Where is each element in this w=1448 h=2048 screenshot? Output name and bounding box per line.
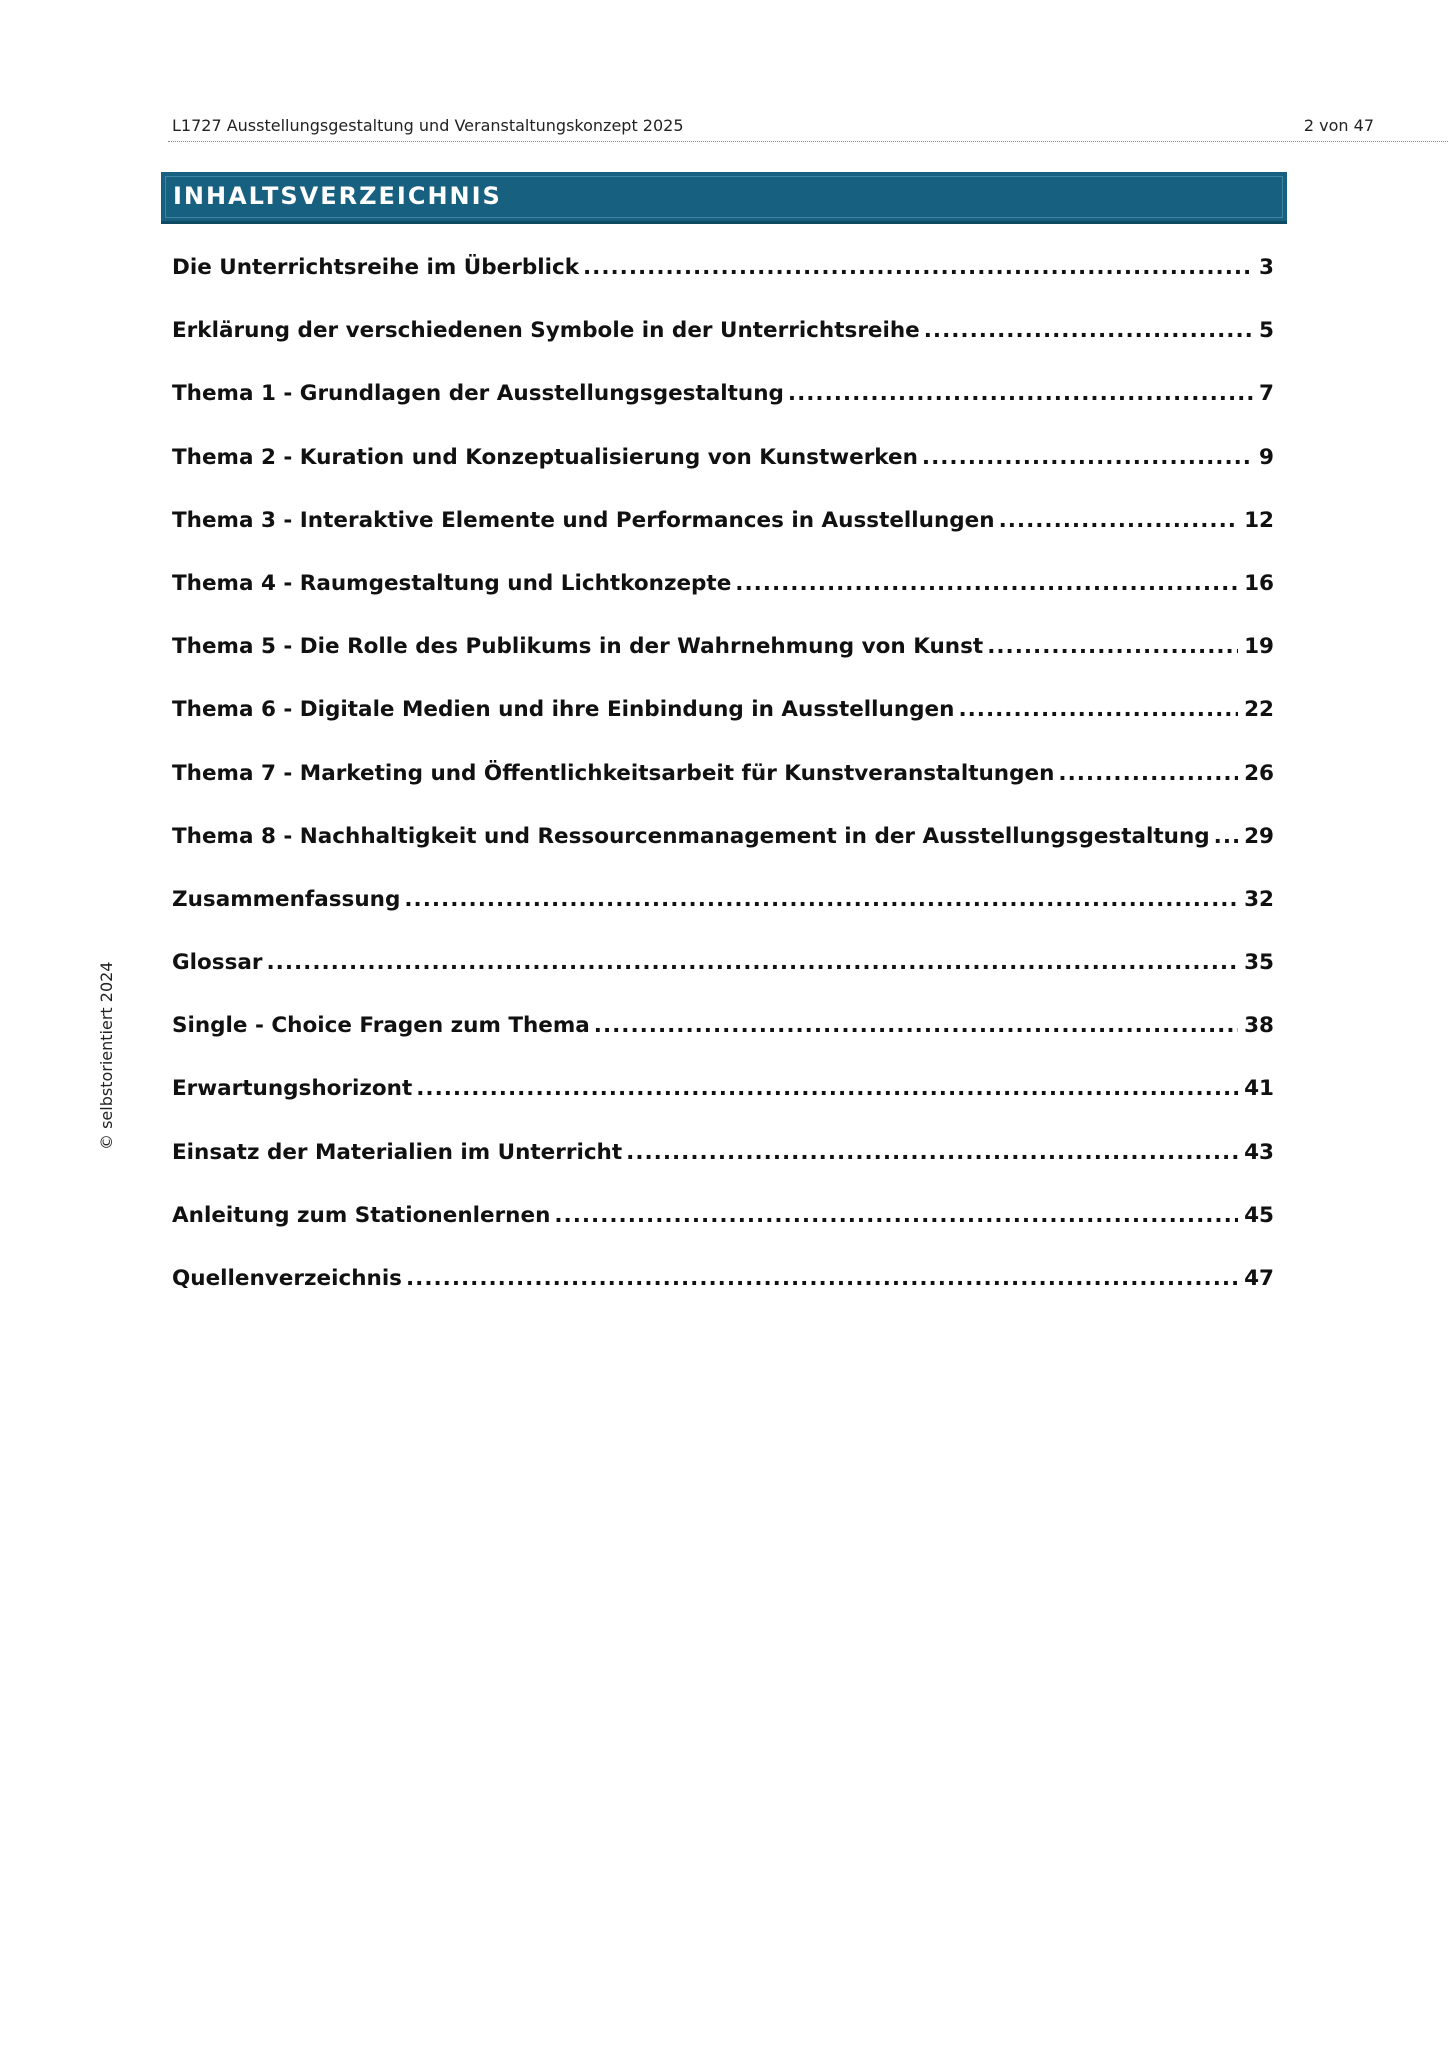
toc-entry-page: 38 xyxy=(1244,1013,1274,1039)
toc-entry-title: Erklärung der verschiedenen Symbole in der Unterrichtsreihe xyxy=(172,318,920,344)
toc-entry-title: Thema 8 - Nachhaltigkeit und Ressourcenmanagement in der Ausstellungsgestaltung xyxy=(172,823,1210,849)
toc-entry[interactable] xyxy=(172,694,1274,757)
dot-leader xyxy=(1058,758,1238,790)
dot-leader xyxy=(554,1200,1238,1232)
toc-entry[interactable] xyxy=(172,821,1274,884)
toc-entry-title: Thema 6 - Digitale Medien und ihre Einbindung in Ausstellungen xyxy=(172,697,955,723)
dot-leader xyxy=(406,1263,1238,1295)
toc-entry[interactable] xyxy=(172,568,1274,631)
toc-entry-title: Zusammenfassung xyxy=(172,886,401,912)
toc-entry-page: 41 xyxy=(1244,1076,1274,1102)
dot-leader xyxy=(404,884,1238,916)
toc-entry-page: 26 xyxy=(1244,760,1274,786)
toc-entry-page: 43 xyxy=(1244,1139,1274,1165)
toc-entry-title: Glossar xyxy=(172,950,263,976)
toc-entry-title: Die Unterrichtsreihe im Überblick xyxy=(172,255,579,280)
toc-entry-title: Thema 2 - Kuration und Konzeptualisierung von Kunstwerken xyxy=(172,444,918,470)
dot-leader xyxy=(987,631,1238,663)
toc-entry-title: Thema 4 - Raumgestaltung und Lichtkonzepte xyxy=(172,570,732,596)
toc-entry-page: 3 xyxy=(1259,255,1274,280)
toc-entry-page: 9 xyxy=(1259,444,1274,470)
dot-leader xyxy=(416,1073,1238,1105)
dot-leader xyxy=(583,252,1253,284)
toc-entry[interactable] xyxy=(172,1073,1274,1136)
toc-entry-page: 7 xyxy=(1259,381,1274,407)
toc-entry-page: 5 xyxy=(1259,318,1274,344)
toc-entry-page: 35 xyxy=(1244,950,1274,976)
toc-entry-page: 29 xyxy=(1244,823,1274,849)
toc-entry[interactable] xyxy=(172,1200,1274,1263)
toc-entry-title: Thema 1 - Grundlagen der Ausstellungsgestaltung xyxy=(172,381,784,407)
toc-entry-title: Thema 7 - Marketing und Öffentlichkeitsarbeit für Kunstveranstaltungen xyxy=(172,760,1055,786)
toc-entry[interactable] xyxy=(172,1263,1274,1326)
dot-leader xyxy=(999,505,1239,537)
toc-entry-title: Erwartungshorizont xyxy=(172,1076,413,1102)
document-title: L1727 Ausstellungsgestaltung und Veranstaltungskonzept 2025 xyxy=(172,116,684,135)
toc-entry[interactable] xyxy=(172,442,1274,505)
toc-entry-page: 22 xyxy=(1244,697,1274,723)
toc-entry[interactable] xyxy=(172,947,1274,1010)
toc-heading-banner xyxy=(161,172,1287,224)
toc-entry[interactable] xyxy=(172,884,1274,947)
dot-leader xyxy=(626,1137,1238,1169)
toc-entry[interactable] xyxy=(172,1137,1274,1200)
toc-entry-title: Thema 5 - Die Rolle des Publikums in der Wahrnehmung von Kunst xyxy=(172,634,984,660)
toc-entry[interactable] xyxy=(172,758,1274,821)
toc-entry-title: Anleitung zum Stationenlernen xyxy=(172,1202,551,1228)
toc-entry-title: Einsatz der Materialien im Unterricht xyxy=(172,1139,623,1165)
toc-entry[interactable] xyxy=(172,1010,1274,1073)
toc-entry-page: 47 xyxy=(1244,1266,1274,1291)
dot-leader xyxy=(735,568,1238,600)
dot-leader xyxy=(924,315,1253,347)
dot-leader xyxy=(788,378,1253,410)
toc-entry[interactable] xyxy=(172,252,1274,315)
toc-entry[interactable] xyxy=(172,505,1274,568)
toc-entry[interactable] xyxy=(172,631,1274,694)
dot-leader xyxy=(958,694,1238,726)
copyright-notice: © selbstorientiert 2024 xyxy=(97,961,116,1150)
dot-leader xyxy=(1214,821,1238,853)
toc-entry-page: 12 xyxy=(1244,507,1274,533)
toc-entry[interactable] xyxy=(172,378,1274,441)
toc-entry[interactable] xyxy=(172,315,1274,378)
page-number: 2 von 47 xyxy=(1303,116,1374,135)
toc-heading: INHALTSVERZEICHNIS xyxy=(173,182,502,210)
table-of-contents xyxy=(172,252,1274,1326)
toc-entry-page: 32 xyxy=(1244,886,1274,912)
toc-entry-page: 19 xyxy=(1244,634,1274,660)
toc-entry-page: 45 xyxy=(1244,1202,1274,1228)
page-header xyxy=(168,114,1448,142)
dot-leader xyxy=(594,1010,1238,1042)
toc-entry-title: Single - Choice Fragen zum Thema xyxy=(172,1013,590,1039)
toc-entry-page: 16 xyxy=(1244,570,1274,596)
dot-leader xyxy=(267,947,1239,979)
toc-entry-title: Thema 3 - Interaktive Elemente und Performances in Ausstellungen xyxy=(172,507,995,533)
toc-entry-title: Quellenverzeichnis xyxy=(172,1266,402,1291)
dot-leader xyxy=(922,442,1253,474)
